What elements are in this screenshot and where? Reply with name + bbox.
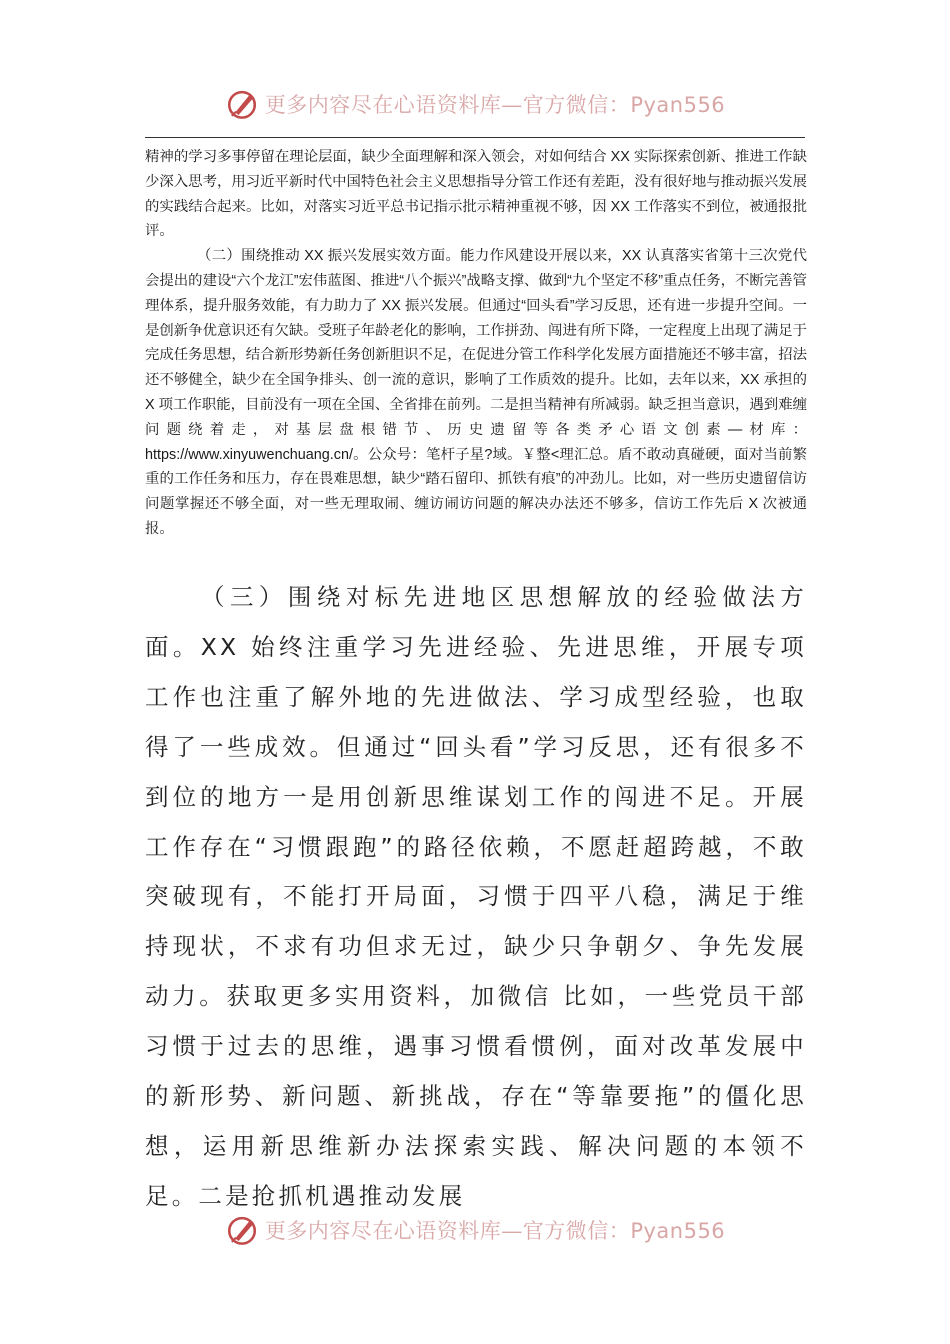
body-small-text xyxy=(145,145,807,542)
footer-banner-text xyxy=(265,1215,725,1245)
footer-banner-handle: Pyan556 xyxy=(630,1219,726,1243)
footer-banner-label: 更多内容尽在心语资料库—官方微信： xyxy=(264,1219,631,1243)
header-banner-label: 更多内容尽在心语资料库—官方微信： xyxy=(264,93,631,117)
footer-banner xyxy=(0,1208,950,1252)
paragraph-2: （二）围绕推动 XX 振兴发展实效方面。能力作风建设开展以来，XX 认真落实省第十三次党代会提出的建设“六个龙江”宏伟蓝图、推进“八个振兴”战略支撑、做到“九个坚定不移”重点任务，不断完善管理体系，提升服务效能，有力助力了 XX 振兴发展。但通过“回头看”学习反思，还有进一步提升空间。一是创新争优意识还有欠缺。受班子年龄老化的影响，工作拼劲、闯进有所下降，一定程度上出现了满足于完成任务思想，结合新形势新任务创新胆识不足，在促进分管工作科学化发展方面措施还不够丰富，招法还不够健全，缺少在全国争排头、创一流的意识，影响了工作质效的提升。比如，去年以来，XX 承担的 X 项工作职能，目前没有一项在全国、全省排在前列。二是担当精神有所减弱。缺乏担当意识，遇到难缠问题绕着走，对基层盘根错节、历史遗留等各类矛心语文创素—材库：https://www.xinyuwenchuang.cn/。公众号：笔杆子星?域。￥整<理汇总。盾不敢动真碰硬，面对当前繁重的工作任务和压力，存在畏难思想，缺少“踏石留印、抓铁有痕”的冲劲儿。比如，对一些历史遗留信访问题掌握还不够全面，对一些无理取闹、缠访闹访问题的解决办法还不够多，信访工作先后 X 次被通报。 xyxy=(145,248,807,537)
header-banner-handle: Pyan556 xyxy=(630,93,726,117)
paragraph-3: （三）围绕对标先进地区思想解放的经验做法方面。XX 始终注重学习先进经验、先进思维，开展专项工作也注重了解外地的先进做法、学习成型经验，也取得了一些成效。但通过“回头看”学习反思，还有很多不到位的地方一是用创新思维谋划工作的闯进不足。开展工作存在“习惯跟跑”的路径依赖，不愿赶超跨越，不敢突破现有，不能打开局面，习惯于四平八稳，满足于维持现状，不求有功但求无过，缺少只争朝夕、争先发展动力。获取更多实用资料，加微信 比如，一些党员干部习惯于过去的思维，遇事习惯看惯例，面对改革发展中的新形势、新问题、新挑战，存在“等靠要拖”的僵化思想，运用新思维新办法探索实践、解决问题的本领不足。二是抢抓机遇推动发展 xyxy=(145,583,807,1210)
body-large-text xyxy=(145,573,807,1222)
header-banner xyxy=(0,82,950,126)
header-banner-text xyxy=(265,89,725,119)
pen-nib-logo-icon xyxy=(225,1213,259,1247)
paragraph-1: 精神的学习多事停留在理论层面，缺少全面理解和深入领会，对如何结合 XX 实际探索创新、推进工作缺少深入思考，用习近平新时代中国特色社会主义思想指导分管工作还有差距，没有很好地与推动振兴发展的实践结合起来。比如，对落实习近平总书记指示批示精神重视不够，因 XX 工作落实不到位，被通报批评。 xyxy=(145,149,807,240)
header-divider xyxy=(145,137,805,138)
pen-nib-logo-icon xyxy=(225,87,259,121)
